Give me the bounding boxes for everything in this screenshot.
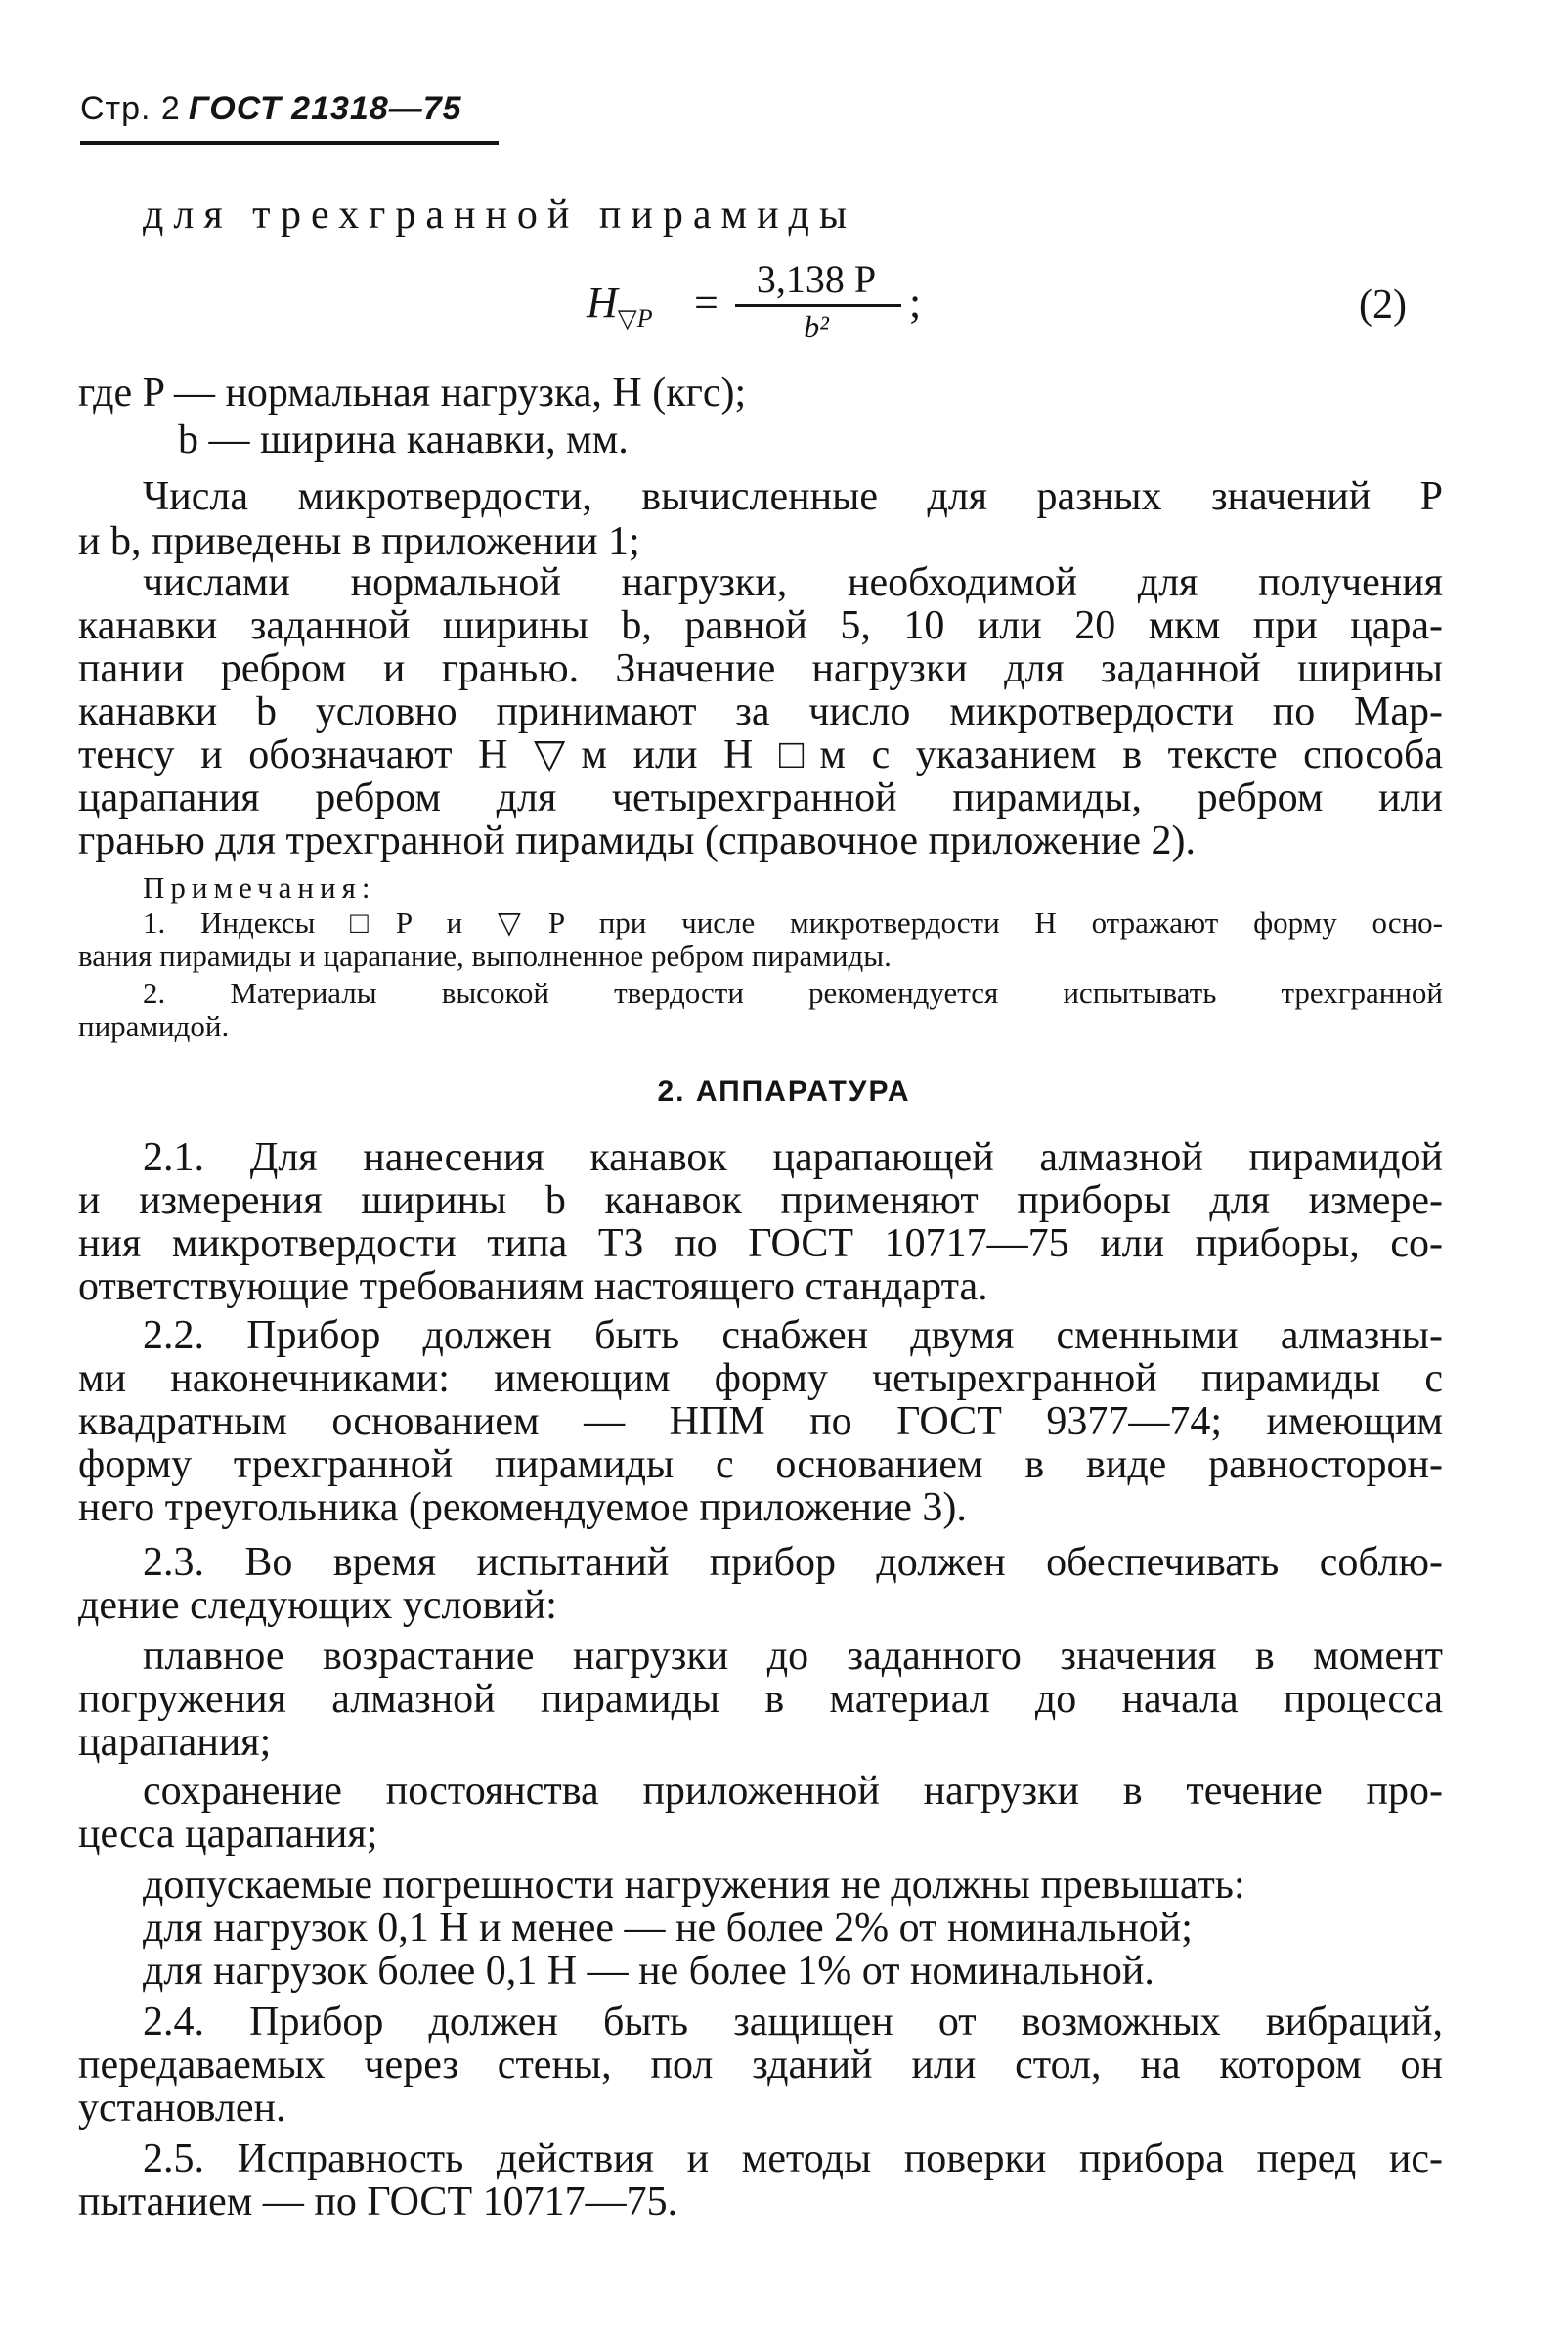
formula-denominator: b² [804, 309, 829, 344]
where-line-1: где P — нормальная нагрузка, Н (кгс); [78, 371, 747, 416]
paragraph-line: канавки b условно принимают за число микротвердости по Мар- [78, 689, 1443, 734]
paragraph-line: 2.3. Во время испытаний прибор должен обеспечивать соблю- [143, 1540, 1443, 1585]
paragraph-line: царапания ребром для четырехгранной пирамиды, ребром или [78, 775, 1443, 820]
section-heading: 2. АППАРАТУРА [657, 1076, 911, 1108]
paragraph-line: плавное возрастание нагрузки до заданного значения в момент [143, 1634, 1443, 1679]
paragraph-line: допускаемые погрешности нагружения не должны превышать: [143, 1863, 1245, 1908]
fraction-bar [735, 304, 901, 307]
paragraph-line: сохранение постоянства приложенной нагрузки в течение про- [143, 1769, 1443, 1814]
paragraph-line: тенсу и обозначают H ▽м или H □м с указанием в тексте способа [78, 732, 1443, 777]
standard-number: ГОСТ 21318—75 [188, 90, 462, 127]
paragraph-line: 2.4. Прибор должен быть защищен от возможных вибраций, [143, 2000, 1443, 2044]
paragraph-line: числами нормальной нагрузки, необходимой для получения [143, 560, 1443, 605]
formula-semicolon: ; [909, 279, 922, 327]
notes-title: Примечания: [143, 870, 376, 904]
page-number: Стр. 2 [80, 90, 181, 127]
header-rule [80, 141, 499, 145]
where-line-2: b — ширина канавки, мм. [178, 418, 629, 462]
paragraph-line: ми наконечниками: имеющим форму четырехгранной пирамиды с [78, 1356, 1443, 1401]
paragraph-line: ния микротвердости типа ТЗ по ГОСТ 10717—75 или приборы, со- [78, 1221, 1443, 1266]
note-line: пирамидой. [78, 1009, 230, 1043]
paragraph-line: установлен. [78, 2086, 286, 2131]
note-line: 1. Индексы □P и ▽P при числе микротвердости H отражают форму осно- [143, 905, 1443, 940]
paragraph-line: пании ребром и гранью. Значение нагрузки для заданной ширины [78, 646, 1443, 691]
paragraph-line: Числа микротвердости, вычисленные для разных значений P [143, 474, 1443, 519]
equation-number: (2) [1359, 283, 1407, 328]
paragraph-line: 2.2. Прибор должен быть снабжен двумя сменными алмазны- [143, 1313, 1443, 1358]
note-line: вания пирамиды и царапание, выполненное ребром пирамиды. [78, 939, 892, 973]
paragraph-line: 2.5. Исправность действия и методы поверки прибора перед ис- [143, 2136, 1443, 2181]
paragraph-line: пытанием — по ГОСТ 10717—75. [78, 2179, 678, 2224]
paragraph-line: и b, приведены в приложении 1; [78, 519, 640, 564]
paragraph-line: канавки заданной ширины b, равной 5, 10 или 20 мкм при цара- [78, 603, 1443, 648]
paragraph-line: цесса царапания; [78, 1812, 378, 1857]
note-line: 2. Материалы высокой твердости рекомендуется испытывать трехгранной [143, 976, 1443, 1010]
formula-equals: = [694, 279, 719, 327]
page-header [80, 90, 462, 128]
paragraph-line: квадратным основанием — НПМ по ГОСТ 9377—74; имеющим [78, 1399, 1443, 1444]
paragraph-line: для нагрузок 0,1 Н и менее — не более 2% от номинальной; [143, 1906, 1193, 1951]
formula-numerator: 3,138 P [756, 257, 877, 301]
formula-2 [587, 256, 958, 354]
paragraph-line: 2.1. Для нанесения канавок царапающей алмазной пирамидой [143, 1135, 1443, 1180]
paragraph-line: дение следующих условий: [78, 1583, 557, 1628]
paragraph-line: ответствующие требованиям настоящего стандарта. [78, 1264, 988, 1309]
paragraph-line: передаваемых через стены, пол зданий или стол, на котором он [78, 2043, 1443, 2088]
paragraph-line: царапания; [78, 1720, 272, 1765]
paragraph-line: него треугольника (рекомендуемое приложение 3). [78, 1485, 967, 1530]
paragraph-line: погружения алмазной пирамиды в материал до начала процесса [78, 1677, 1443, 1722]
intro-triangular-label: для трехгранной пирамиды [143, 193, 857, 238]
paragraph-line: гранью для трехгранной пирамиды (справочное приложение 2). [78, 818, 1197, 863]
paragraph-line: для нагрузок более 0,1 Н — не более 1% от номинальной. [143, 1949, 1154, 1994]
paragraph-line: и измерения ширины b канавок применяют приборы для измере- [78, 1178, 1443, 1223]
paragraph-line: форму трехгранной пирамиды с основанием в виде равносторон- [78, 1442, 1443, 1487]
formula-lhs: $H_{▽P}$ [587, 279, 653, 332]
